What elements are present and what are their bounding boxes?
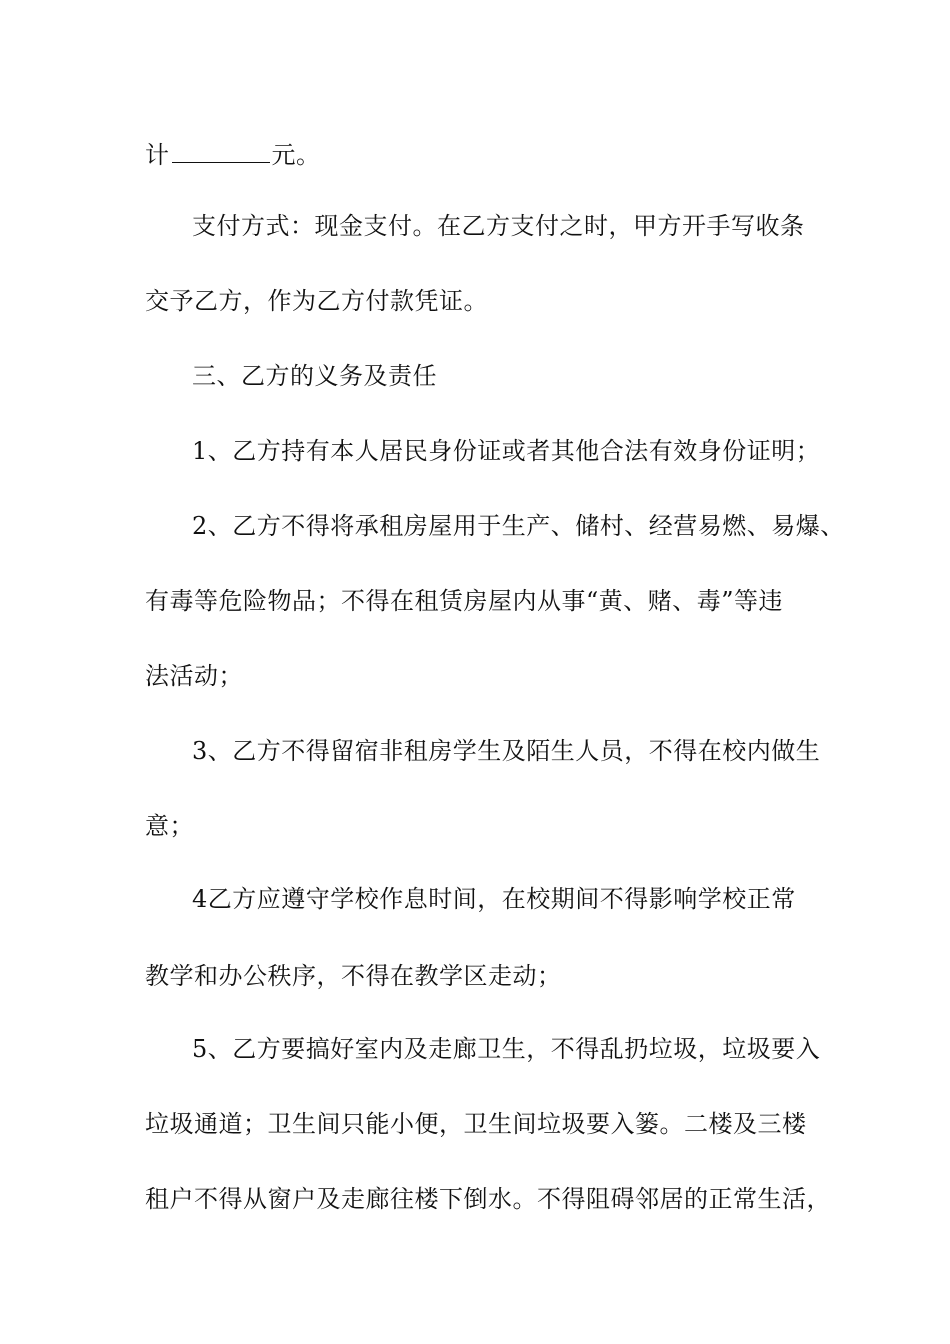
section-heading-obligations: 三、乙方的义务及责任: [192, 362, 437, 390]
clause-5-line-2: 垃圾通道；卫生间只能小便，卫生间垃圾要入篓。二楼及三楼: [145, 1110, 807, 1138]
payment-total-line: [145, 135, 845, 175]
amount-blank: [172, 138, 270, 163]
payment-method-line-1: 支付方式：现金支付。在乙方支付之时，甲方开手写收条: [192, 212, 805, 240]
clause-2-line-3: 法活动；: [145, 662, 243, 690]
clause-5-line-1: 5、乙方要搞好室内及走廊卫生，不得乱扔垃圾，垃圾要入: [192, 1035, 821, 1063]
clause-4-line-2: 教学和办公秩序，不得在教学区走动；: [145, 962, 562, 990]
total-suffix: 元。: [271, 141, 321, 169]
clause-2-line-2: 有毒等危险物品；不得在租赁房屋内从事“黄、赌、毒”等违: [145, 587, 784, 615]
clause-1-line-1: 1、乙方持有本人居民身份证或者其他合法有效身份证明；: [192, 437, 821, 465]
clause-3-line-2: 意；: [145, 812, 194, 840]
payment-method-line-2: 交予乙方，作为乙方付款凭证。: [145, 287, 488, 315]
clause-4-line-1: 4乙方应遵守学校作息时间，在校期间不得影响学校正常: [192, 885, 796, 913]
total-prefix: 计: [145, 141, 170, 169]
clause-3-line-1: 3、乙方不得留宿非租房学生及陌生人员，不得在校内做生: [192, 737, 821, 765]
clause-2-line-1: 2、乙方不得将承租房屋用于生产、储村、经营易燃、易爆、: [192, 512, 845, 540]
clause-5-line-3: 租户不得从窗户及走廊往楼下倒水。不得阻碍邻居的正常生活，: [145, 1185, 831, 1213]
